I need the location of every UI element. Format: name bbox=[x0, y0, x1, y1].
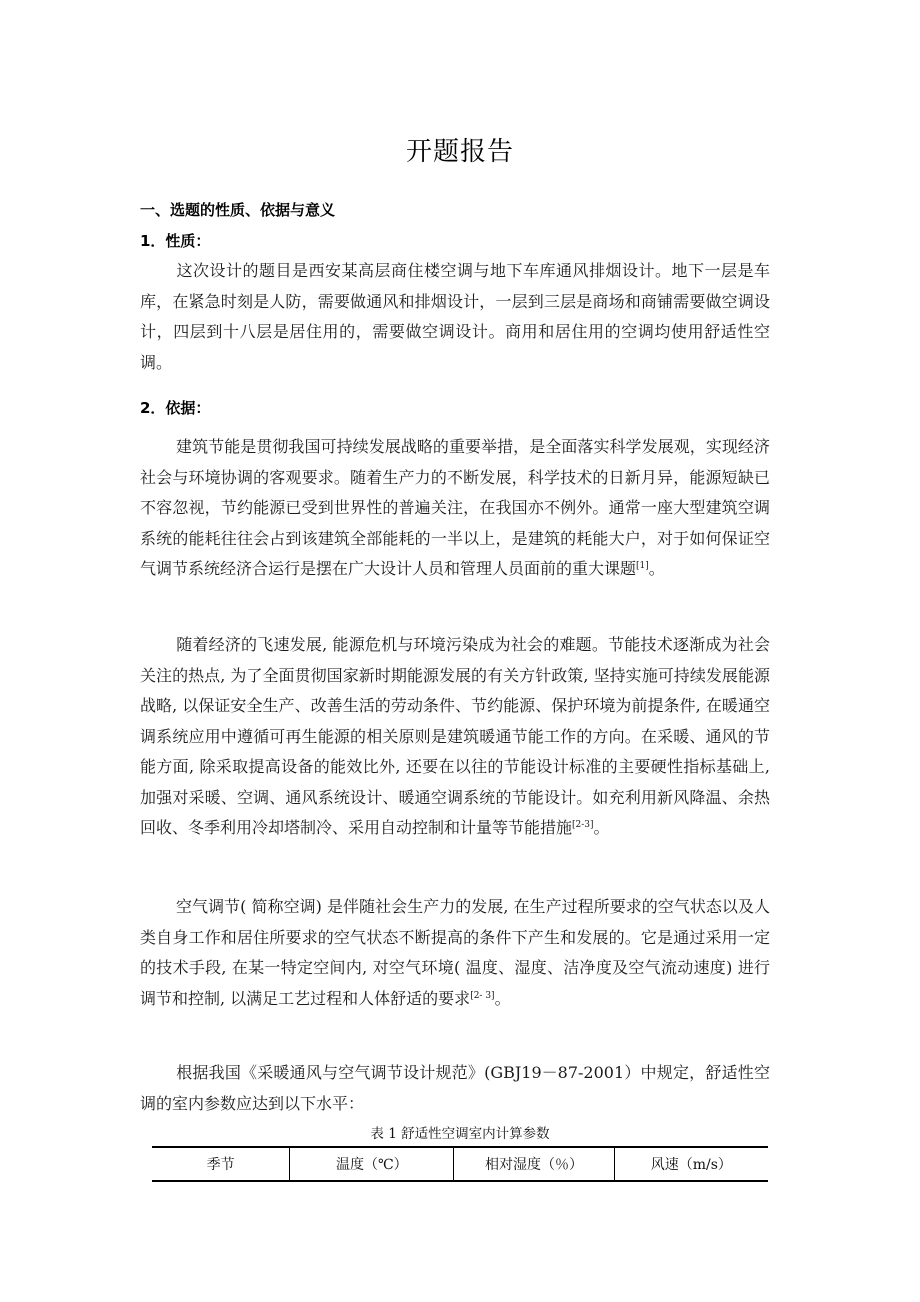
header-season: 季节 bbox=[152, 1147, 290, 1181]
paragraph-nature-text: 这次设计的题目是西安某高层商住楼空调与地下车库通风排烟设计。地下一层是车库，在紧急时刻是人防，需要做通风和排烟设计，一层到三层是商场和商铺需要做空调设计，四层到十八层是居住用的，需要做空调设计。商用和居住用的空调均使用舒适性空调。 bbox=[140, 261, 770, 372]
paragraph-basis-3-text: 空气调节( 简称空调) 是伴随社会生产力的发展, 在生产过程所要求的空气状态以及人类自身工作和居住所要求的空气状态不断提高的条件下产生和发展的。它是通过采用一定的技术手段, 在某一特定空间内, 对空气环境( 温度、湿度、洁净度及空气流动速度) 进行调节和控制, 以满足工艺过程和人体舒适的要求 bbox=[140, 897, 770, 1008]
header-temperature: 温度（℃） bbox=[290, 1147, 454, 1181]
table-header-row bbox=[152, 1147, 768, 1181]
header-wind-speed: 风速（m/s） bbox=[614, 1147, 768, 1181]
paragraph-basis-1 bbox=[140, 432, 770, 585]
subheading-basis: 2．依据： bbox=[140, 399, 211, 417]
section-heading: 一、选题的性质、依据与意义 bbox=[140, 201, 336, 219]
subheading-nature: 1．性质： bbox=[140, 232, 211, 250]
table-caption: 表 1 舒适性空调室内计算参数 bbox=[370, 1126, 550, 1142]
paragraph-end-mark: 。 bbox=[494, 988, 511, 1008]
paragraph-nature bbox=[140, 256, 770, 378]
indoor-parameters-table bbox=[152, 1146, 768, 1182]
paragraph-basis-2 bbox=[140, 630, 770, 844]
paragraph-basis-2-text: 随着经济的飞速发展, 能源危机与环境污染成为社会的难题。节能技术逐渐成为社会关注的热点, 为了全面贯彻国家新时期能源发展的有关方针政策, 坚持实施可持续发展能源战略, 以保证安全生产、改善生活的劳动条件、节约能源、保护环境为前提条件, 在暖通空调系统应用中遵循可再生能源的相关原则是建筑暖通节能工作的方向。在采暖、通风的节能方面, 除采取提高设备的能效比外, 还要在以往的节能设计标准的主要硬性指标基础上, 加强对采暖、空调、通风系统设计、暖通空调系统的节能设计。如充利用新风降温、余热回收、冬季利用冷却塔制冷、采用自动控制和计量等节能措施 bbox=[140, 635, 770, 837]
paragraph-basis-3 bbox=[140, 892, 770, 1014]
citation-ref: [1] bbox=[636, 561, 649, 571]
citation-ref: [2-3] bbox=[572, 820, 594, 830]
paragraph-basis-1-text: 建筑节能是贯彻我国可持续发展战略的重要举措，是全面落实科学发展观，实现经济社会与环境协调的客观要求。随着生产力的不断发展，科学技术的日新月异，能源短缺已不容忽视，节约能源已受到世界性的普遍关注，在我国亦不例外。通常一座大型建筑空调系统的能耗往往会占到该建筑全部能耗的一半以上，是建筑的耗能大户，对于如何保证空气调节系统经济合运行是摆在广大设计人员和管理人员面前的重大课题 bbox=[140, 437, 770, 578]
paragraph-basis-4-text: 根据我国《采暖通风与空气调节设计规范》(GBJ19－87-2001）中规定，舒适性空调的室内参数应达到以下水平： bbox=[140, 1063, 770, 1113]
header-humidity: 相对湿度（％） bbox=[454, 1147, 614, 1181]
page-title: 开题报告 bbox=[405, 137, 514, 167]
paragraph-end-mark: 。 bbox=[648, 559, 665, 578]
citation-ref: [2- 3] bbox=[470, 990, 495, 1001]
paragraph-basis-4 bbox=[140, 1058, 770, 1119]
paragraph-end-mark: 。 bbox=[593, 818, 610, 837]
